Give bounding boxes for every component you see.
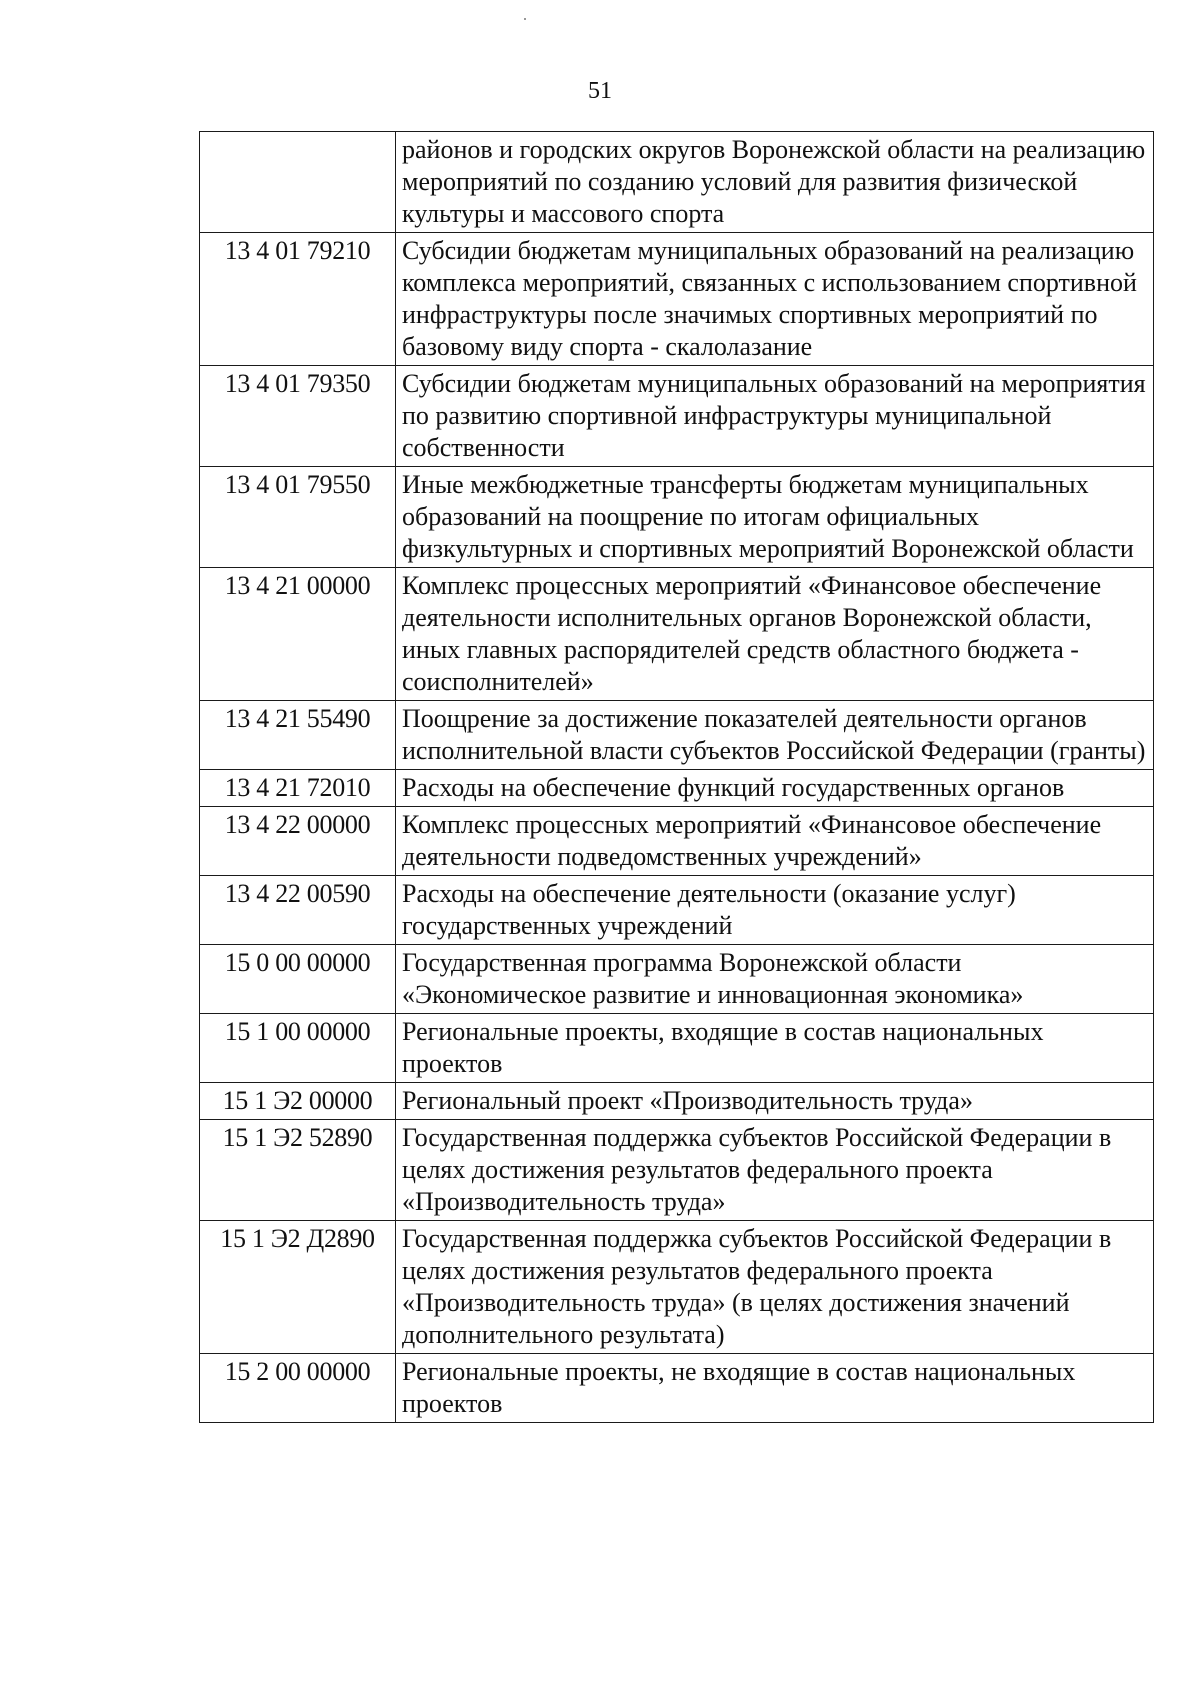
row-name: Расходы на обеспечение функций государственных органов: [396, 770, 1154, 807]
row-code: 13 4 21 00000: [200, 568, 396, 701]
table-row: [200, 770, 1154, 807]
row-name: Региональные проекты, не входящие в состав национальных проектов: [396, 1354, 1154, 1423]
table-row: [200, 1221, 1154, 1354]
row-name: Расходы на обеспечение деятельности (оказание услуг) государственных учреждений: [396, 876, 1154, 945]
row-name: Региональные проекты, входящие в состав национальных проектов: [396, 1014, 1154, 1083]
row-code: 15 0 00 00000: [200, 945, 396, 1014]
row-code: 15 1 00 00000: [200, 1014, 396, 1083]
row-code: 15 1 Э2 Д2890: [200, 1221, 396, 1354]
budget-classification-table: [199, 131, 1154, 1423]
table-row: [200, 1354, 1154, 1423]
row-name: Комплекс процессных мероприятий «Финансовое обеспечение деятельности исполнительных органов Воронежской области, иных главных распорядителей средств областного бюджета - соисполнителей»: [396, 568, 1154, 701]
row-code: 13 4 01 79550: [200, 467, 396, 568]
row-name: районов и городских округов Воронежской области на реализацию мероприятий по созданию условий для развития физической культуры и массового спорта: [396, 132, 1154, 233]
table-row: [200, 1014, 1154, 1083]
table-row: [200, 132, 1154, 233]
row-name: Государственная программа Воронежской области «Экономическое развитие и инновационная экономика»: [396, 945, 1154, 1014]
row-name: Иные межбюджетные трансферты бюджетам муниципальных образований на поощрение по итогам официальных физкультурных и спортивных мероприятий Воронежской области: [396, 467, 1154, 568]
row-code: 13 4 22 00000: [200, 807, 396, 876]
row-code: 15 1 Э2 00000: [200, 1083, 396, 1120]
row-code: 13 4 01 79350: [200, 366, 396, 467]
table-row: [200, 366, 1154, 467]
row-name: Региональный проект «Производительность труда»: [396, 1083, 1154, 1120]
table-row: [200, 467, 1154, 568]
table-row: [200, 701, 1154, 770]
page-number: 51: [588, 78, 612, 104]
row-code: 13 4 22 00590: [200, 876, 396, 945]
row-code: [200, 132, 396, 233]
table-row: [200, 233, 1154, 366]
table-row: [200, 945, 1154, 1014]
row-code: 13 4 21 72010: [200, 770, 396, 807]
row-name: Комплекс процессных мероприятий «Финансовое обеспечение деятельности подведомственных учреждений»: [396, 807, 1154, 876]
row-name: Государственная поддержка субъектов Российской Федерации в целях достижения результатов федерального проекта «Производительность труда» (в целях достижения значений дополнительного результата): [396, 1221, 1154, 1354]
table-row: [200, 1083, 1154, 1120]
table-row: [200, 1120, 1154, 1221]
row-code: 15 2 00 00000: [200, 1354, 396, 1423]
row-name: Субсидии бюджетам муниципальных образований на реализацию комплекса мероприятий, связанных с использованием спортивной инфраструктуры после значимых спортивных мероприятий по базовому виду спорта - скалолазание: [396, 233, 1154, 366]
row-name: Поощрение за достижение показателей деятельности органов исполнительной власти субъектов Российской Федерации (гранты): [396, 701, 1154, 770]
row-name: Субсидии бюджетам муниципальных образований на мероприятия по развитию спортивной инфраструктуры муниципальной собственности: [396, 366, 1154, 467]
table-row: [200, 568, 1154, 701]
row-code: 13 4 01 79210: [200, 233, 396, 366]
row-name: Государственная поддержка субъектов Российской Федерации в целях достижения результатов федерального проекта «Производительность труда»: [396, 1120, 1154, 1221]
row-code: 13 4 21 55490: [200, 701, 396, 770]
row-code: 15 1 Э2 52890: [200, 1120, 396, 1221]
table-row: [200, 876, 1154, 945]
scan-speck: [524, 18, 526, 20]
table-row: [200, 807, 1154, 876]
